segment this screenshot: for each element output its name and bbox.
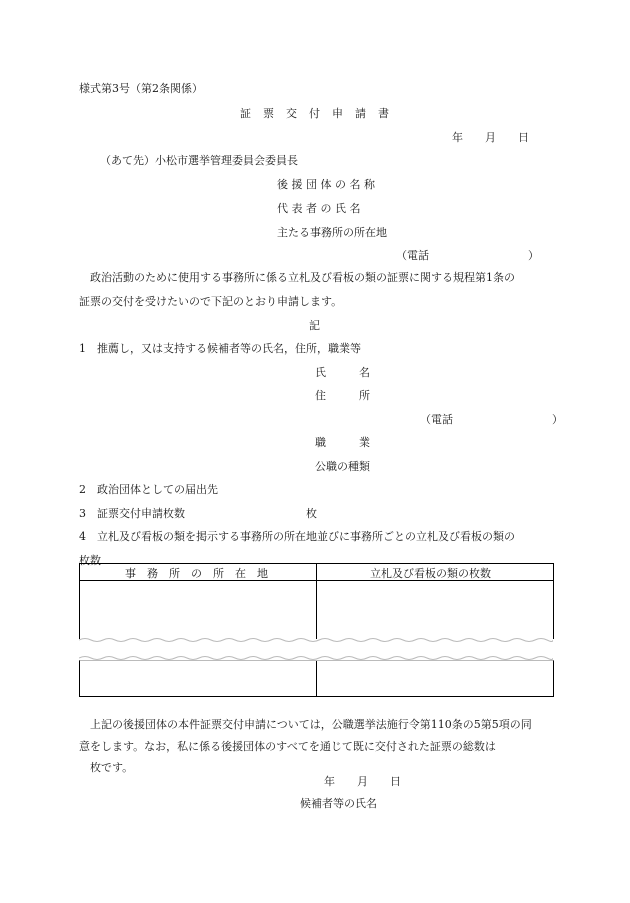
item-3-heading: 3 証票交付申請枚数 [79,507,185,520]
ki-heading: 記 [309,319,320,332]
applicant-phone-label: （電話 ） [396,249,539,262]
group-name-label: 後 援 団 体 の 名 称 [277,178,375,191]
addressee: （あて先）小松市選挙管理委員会委員長 [100,154,298,167]
public-office-type-label: 公職の種類 [315,460,370,473]
page-title: 証 票 交 付 申 請 書 [240,107,390,120]
intro-line-1: 政治活動のために使用する事務所に係る立札及び看板の類の証票に関する規程第1条の [90,271,515,284]
candidate-occupation-label: 職 業 [315,436,370,449]
candidate-name-label: 氏 名 [315,366,370,379]
intro-line-2: 証票の交付を受けたいので下記のとおり申請します。 [79,295,343,308]
item-1-heading: 1 推薦し，又は支持する候補者等の氏名，住所，職業等 [79,342,361,355]
consent-line-2: 意をします。なお，私に係る後援団体のすべてを通じて既に交付された証票の総数は [79,740,496,753]
candidate-name-signature-label: 候補者等の氏名 [300,797,377,810]
candidate-address-label: 住 所 [315,389,370,402]
table-header-count: 立札及び看板の類の枚数 [370,567,491,580]
date-line-top: 年 月 日 [452,131,529,144]
table-break-wave [79,636,553,662]
consent-line-3: 枚です。 [90,761,134,774]
item-2-heading: 2 政治団体としての届出先 [79,483,218,496]
office-table [79,563,554,639]
office-table-continued [79,660,554,697]
table-header-location: 事 務 所 の 所 在 地 [125,567,268,580]
table-row-count-cell[interactable] [317,661,553,696]
table-row-count-cell[interactable] [317,581,553,639]
main-office-label: 主たる事務所の所在地 [277,226,387,239]
item-3-unit: 枚 [306,507,317,520]
date-line-bottom: 年 月 日 [324,775,401,788]
table-row-location-cell[interactable] [80,581,316,639]
item-4-heading-line-1: 4 立札及び看板の類を掲示する事務所の所在地並びに事務所ごとの立札及び看板の類の [79,530,515,543]
form-number: 様式第3号（第2条関係） [79,82,203,95]
consent-line-1: 上記の後援団体の本件証票交付申請については，公職選挙法施行令第110条の5第5項の同 [90,718,532,731]
item-4-heading-line-2: 枚数 [79,554,101,567]
representative-label: 代 表 者 の 氏 名 [277,202,361,215]
candidate-phone-label: （電話 ） [420,413,563,426]
table-row-location-cell[interactable] [80,661,316,696]
